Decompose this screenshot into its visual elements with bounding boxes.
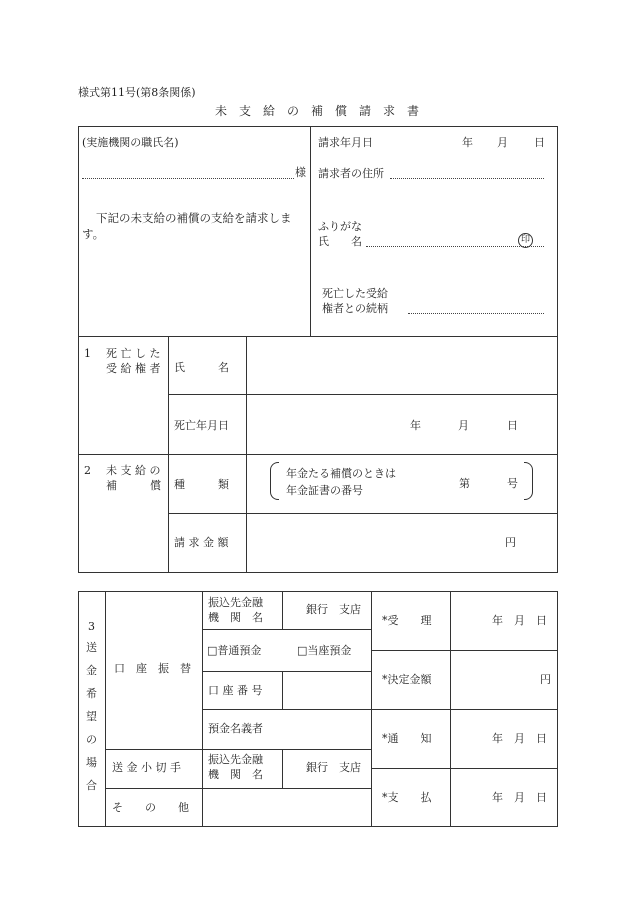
current-deposit-checkbox[interactable]: □当座預金 [297, 644, 352, 657]
request-date-label: 請求年月日 [318, 136, 373, 149]
receipt-date: 年 月 日 [492, 614, 547, 627]
money-order-label: 送 金 小 切 手 [112, 761, 181, 774]
death-year: 年 [410, 419, 421, 432]
relation-label-1: 死亡した受給 [322, 287, 388, 300]
form-title: 未 支 給 の 補 償 請 求 書 [215, 104, 420, 118]
section2-label-1: 未 支 給 の [106, 464, 161, 477]
bank-branch-text: 銀行 支店 [306, 603, 361, 616]
section3-char-3: 希 [86, 687, 97, 700]
section3-char-4: 望 [86, 710, 97, 723]
section1-number: 1 [84, 347, 91, 360]
furigana-label: ふりがな [318, 220, 362, 233]
other-label: そ の 他 [112, 801, 189, 814]
date-month: 月 [497, 136, 508, 149]
money-order-bank-label-1: 振込先金融 [208, 753, 263, 766]
payment-date: 年 月 日 [492, 791, 547, 804]
death-month: 月 [458, 419, 469, 432]
section1-label-1: 死 亡 し た [106, 347, 161, 360]
death-date-label: 死亡年月日 [174, 419, 229, 432]
amount-yen: 円 [505, 536, 516, 549]
date-day: 日 [534, 136, 545, 149]
section3-char-6: 場 [86, 756, 97, 769]
ordinary-deposit-checkbox[interactable]: □普通預金 [207, 644, 262, 657]
section3-char-5: の [86, 733, 97, 746]
addressee-field[interactable] [82, 178, 294, 179]
right-bracket [524, 462, 533, 500]
section3-char-7: 合 [86, 779, 97, 792]
name-field[interactable] [366, 246, 544, 247]
sama-label: 様 [295, 166, 306, 179]
death-day: 日 [507, 419, 518, 432]
name-label: 氏 名 [318, 235, 362, 248]
decision-yen: 円 [540, 673, 551, 686]
account-transfer-label: 口 座 振 替 [114, 662, 191, 675]
notice-label: *通 知 [382, 732, 432, 745]
date-year: 年 [462, 136, 473, 149]
decision-amount-label: *決定金額 [382, 673, 432, 686]
seal-mark: 印 [518, 233, 533, 248]
account-number-label: 口 座 番 号 [208, 684, 263, 697]
request-text-line2: す。 [82, 227, 105, 241]
section3-char-1: 送 [86, 641, 97, 654]
section2-number: 2 [84, 464, 91, 477]
money-order-bank-branch-text: 銀行 支店 [306, 761, 361, 774]
section3-number: 3 [88, 620, 95, 633]
relation-label-2: 権者との続柄 [322, 302, 388, 315]
dai-label: 第 [459, 477, 470, 490]
form-number: 様式第11号(第8条関係) [78, 86, 196, 99]
relation-field[interactable] [408, 313, 544, 314]
receipt-label: *受 理 [382, 614, 432, 627]
section1-label-2: 受 給 権 者 [106, 362, 161, 375]
address-label: 請求者の住所 [318, 167, 384, 180]
notice-date: 年 月 日 [492, 732, 547, 745]
account-holder-label: 預金名義者 [208, 722, 263, 735]
bank-label-2: 機 関 名 [208, 611, 263, 624]
address-field[interactable] [390, 178, 544, 179]
pension-text-2: 年金証書の番号 [286, 484, 363, 497]
deceased-name-label: 氏 名 [174, 361, 229, 374]
money-order-bank-label-2: 機 関 名 [208, 768, 263, 781]
left-bracket [270, 462, 279, 500]
request-text-line1: 下記の未支給の補償の支給を請求しま [96, 211, 292, 225]
compensation-type-label: 種 類 [174, 478, 229, 491]
amount-label: 請 求 金 額 [174, 536, 229, 549]
bank-label-1: 振込先金融 [208, 596, 263, 609]
addressee-label: (実施機関の職氏名) [82, 136, 179, 149]
payment-label: *支 払 [382, 791, 432, 804]
gou-label: 号 [507, 477, 518, 490]
section2-label-2: 補 償 [106, 479, 161, 492]
pension-text-1: 年金たる補償のときは [286, 467, 396, 480]
section3-char-2: 金 [86, 664, 97, 677]
